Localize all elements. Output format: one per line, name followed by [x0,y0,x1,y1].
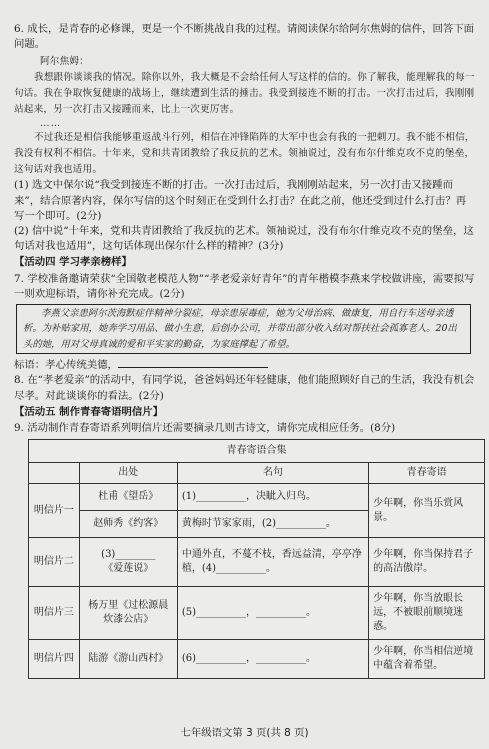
q7-stem: 7. 学校准备邀请荣获“全国敬老模范人物”“孝老爱亲好青年”的青年楷模李燕来学校做讲座，需要拟写一则欢迎标语，请你补充完成。(2分) [14,272,475,300]
page-footer: 七年级语文第 3 页(共 8 页) [180,727,309,739]
letter-ellipsis: …… [40,118,62,130]
letter-paragraph-2: 不过我还是相信我能够重返战斗行列，相信在冲锋陷阵的大军中也会有我的一把刺刀。我不能不相信，我没有权利不相信。十年来，党和共青团教给了我反抗的艺术。领袖说过，没有布尔什维克攻不克的堡垒，这句话对我也适用。 [14,132,475,176]
line-cell[interactable]: (5)__________，__________。 [177,587,368,640]
q6-stem: 6. 成长，是青春的必修课，更是一个不断挑战自我的过程。请阅读保尔给阿尔焦姆的信件，回答下面问题。 [14,23,475,51]
line-cell[interactable]: 黄梅时节家家雨，(2)__________。 [177,511,368,538]
q8-stem: 8. 在“孝老爱亲”的活动中，有同学说，爸爸妈妈还年轻健康，他们能照顾好自己的生活，我没有机会尽孝。对此谈谈你的看法。(2分) [14,374,475,402]
header-message: 青春寄语 [369,463,485,484]
source-text: 《爱莲说》 [103,563,154,575]
card-label: 明信片二 [29,538,80,587]
source-cell [79,538,177,587]
table-title: 青春寄语合集 [29,440,485,463]
table-row [29,538,485,587]
source-cell: 杜甫《望岳》 [79,484,177,511]
line-cell[interactable]: 中通外直，不蔓不枝，香远益清，亭亭净植，(4)__________。 [177,538,368,587]
message-cell: 少年啊，你当放眼长远，不被眼前顺境迷惑。 [369,587,485,640]
letter-excerpt [14,54,475,178]
letter-salutation: 阿尔焦姆： [40,56,89,68]
q9-stem: 9. 活动制作青春寄语系列明信片还需要摘录几则古诗文，请你完成相应任务。(8分) [14,422,396,435]
slogan-label: 标语：孝心传统美德， [14,359,118,372]
activity5-title: 【活动五 制作青春寄语明信片】 [14,405,164,418]
q6-sub2: (2) 信中说“十年来，党和共青团教给了我反抗的艺术。领袖说过，没有布尔什维克攻不克的堡垒，这句话对我也适用”，这句话体现出保尔什么样的精神？(3分) [14,225,474,253]
activity4-title: 【活动四 学习孝亲榜样】 [14,256,132,269]
table-row [29,587,485,640]
q7-material-box: 李燕父亲患阿尔茨海默症伴精神分裂症，母亲患尿毒症，她为父母治病、做康复，用自行车送母亲透析。为补贴家用，她奔学习用品、做小生意，后创办公司，并带出部分收入结对帮扶社会孤寡老人。20出头的她，用对父母真诚的爱和平实家的勤奋，为家庭撑起了希望。 [16,304,471,354]
q7-slogan [14,356,475,373]
slogan-answer-blank[interactable] [118,356,268,368]
table-row [29,484,485,511]
q6-sub1: (1) 选文中保尔说“我受到接连不断的打击。一次打击过后，我刚刚站起来，另一次打击又接踵而来”，结合原著内容，保尔写信的这个时刻正在受到什么打击？在此之前，他还受到过什么打击？再写一个即可。(2分) [14,179,467,222]
card-label: 明信片四 [29,640,80,679]
source-cell: 杨万里《过松源晨炊漆公店》 [79,587,177,640]
card-label: 明信片一 [29,484,80,538]
table-row [29,640,485,679]
message-cell: 少年啊，你当保持君子的高洁傲岸。 [369,538,485,587]
line-cell[interactable]: (6)__________，__________。 [177,640,368,679]
source-cell: 陆游《游山西村》 [79,640,177,679]
header-source: 出处 [79,463,177,484]
source-cell: 赵师秀《约客》 [79,511,177,538]
letter-paragraph-1: 我想跟你谈谈我的情况。除你以外，我大概是不会给任何人写这样的信的。你了解我，能理解我的每一句话。我在争取恢复健康的战场上，继续遭到生活的捶击。我受到接连不断的打击。一次打击过后，我刚刚站起来，另一次打击又接踵而来，比上一次更厉害。 [14,72,475,116]
message-cell: 少年啊，你当乐赏风景。 [369,484,485,538]
header-line: 名句 [177,463,368,484]
source-blank[interactable]: (3)________ [101,549,156,561]
line-cell[interactable]: (1)__________，决眦入归鸟。 [177,484,368,511]
poem-table [28,439,485,679]
card-label: 明信片三 [29,587,80,640]
header-blank [29,463,80,484]
message-cell: 少年啊，你当相信逆境中蕴含着希望。 [369,640,485,679]
